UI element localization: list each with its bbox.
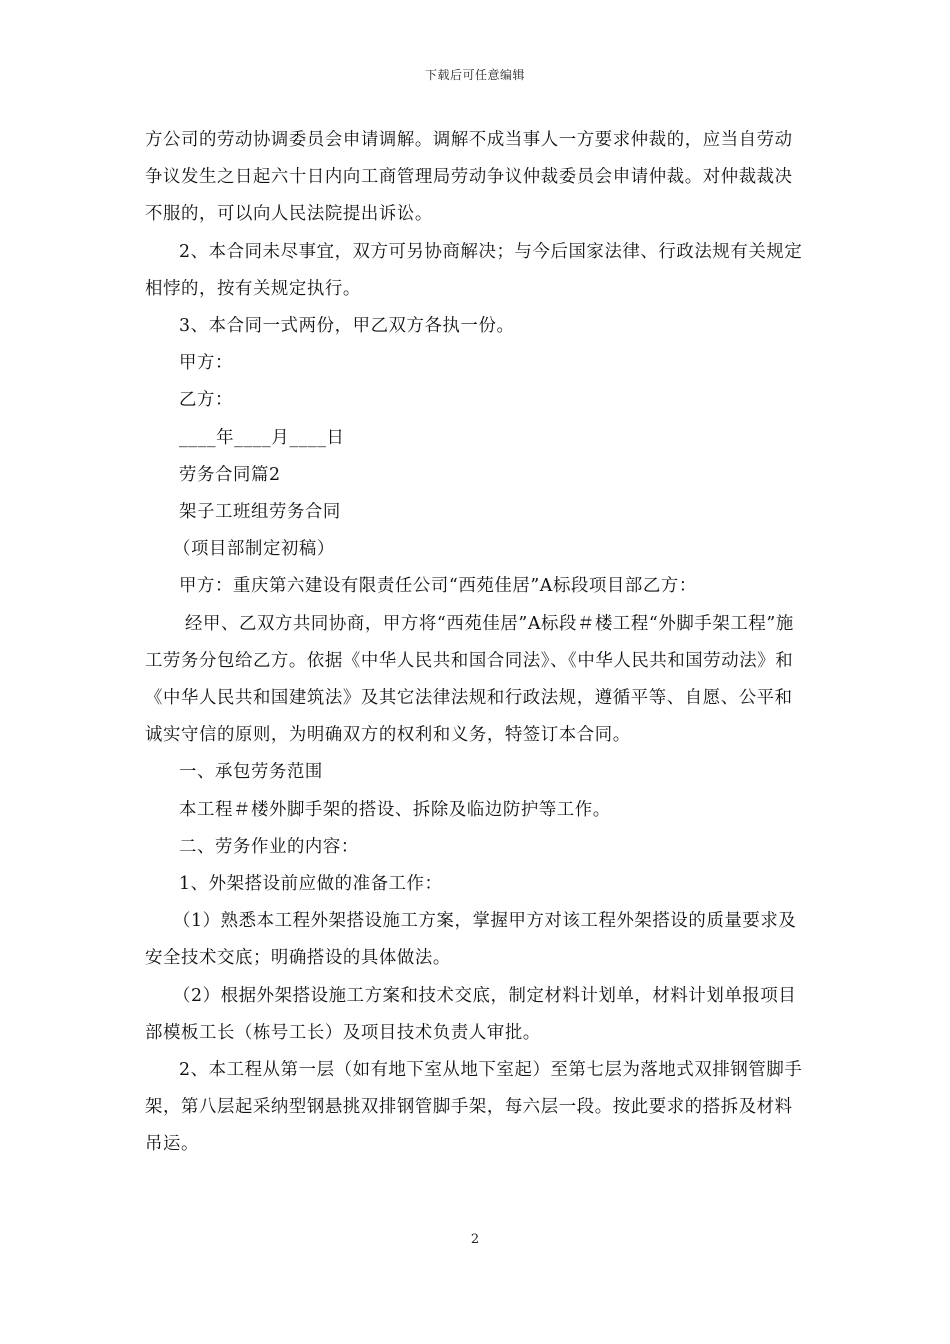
section-heading-contract-2: 劳务合同篇2 bbox=[179, 464, 281, 485]
party-a-signature-line: 甲方： bbox=[179, 353, 233, 374]
contract-subtitle: （项目部制定初稿） bbox=[173, 539, 335, 560]
heading-preparation: 1、外架搭设前应做的准备工作： bbox=[179, 874, 443, 895]
paragraph-scope: 本工程＃楼外脚手架的搭设、拆除及临边防护等工作。 bbox=[179, 799, 611, 820]
paragraph-dispute-resolution: 方公司的劳动协调委员会申请调解。调解不成当事人一方要求仲裁的，应当自劳动争议发生之日起六十日内向工商管理局劳动争议仲裁委员会申请仲裁。对仲裁裁决不服的，可以向人民法院提出诉讼。 bbox=[145, 130, 793, 225]
heading-scope: 一、承包劳务范围 bbox=[179, 762, 323, 783]
heading-work-content: 二、劳务作业的内容： bbox=[179, 836, 359, 857]
paragraph-item-1: （1）熟悉本工程外架搭设施工方案，掌握甲方对该工程外架搭设的质量要求及安全技术交底；明确搭设的具体做法。 bbox=[145, 911, 797, 969]
page-number: 2 bbox=[470, 1232, 480, 1247]
page-header: 下载后可任意编辑 bbox=[424, 68, 525, 82]
paragraph-preamble: 经甲、乙双方共同协商，甲方将“西苑佳居”A标段＃楼工程“外脚手架工程”施工劳务分包给乙方。依据《中华人民共和国合同法》、《中华人民共和国劳动法》和《中华人民共和国建筑法》及其它法律法规和行政法规，遵循平等、自愿、公平和诚实守信的原则，为明确双方的权利和义务，特签订本合同。 bbox=[145, 613, 794, 746]
date-line: ____年____月____日 bbox=[179, 427, 345, 448]
parties-line: 甲方：重庆第六建设有限责任公司“西苑佳居”A标段项目部乙方： bbox=[179, 576, 697, 597]
paragraph-clause-2: 2、本合同未尽事宜，双方可另协商解决；与今后国家法律、行政法规有关规定相悖的，按有关规定执行。 bbox=[145, 241, 803, 299]
contract-title: 架子工班组劳务合同 bbox=[179, 502, 341, 523]
paragraph-scaffold-scope: 2、本工程从第一层（如有地下室从地下室起）至第七层为落地式双排钢管脚手架，第八层起采纳型钢悬挑双排钢管脚手架，每六层一段。按此要求的搭拆及材料吊运。 bbox=[145, 1060, 803, 1155]
party-b-signature-line: 乙方： bbox=[179, 390, 233, 411]
document-body bbox=[145, 122, 810, 1164]
paragraph-item-2: （2）根据外架搭设施工方案和技术交底，制定材料计划单，材料计划单报项目部模板工长（栋号工长）及项目技术负责人审批。 bbox=[145, 985, 797, 1043]
paragraph-clause-3: 3、本合同一式两份，甲乙双方各执一份。 bbox=[179, 316, 515, 337]
